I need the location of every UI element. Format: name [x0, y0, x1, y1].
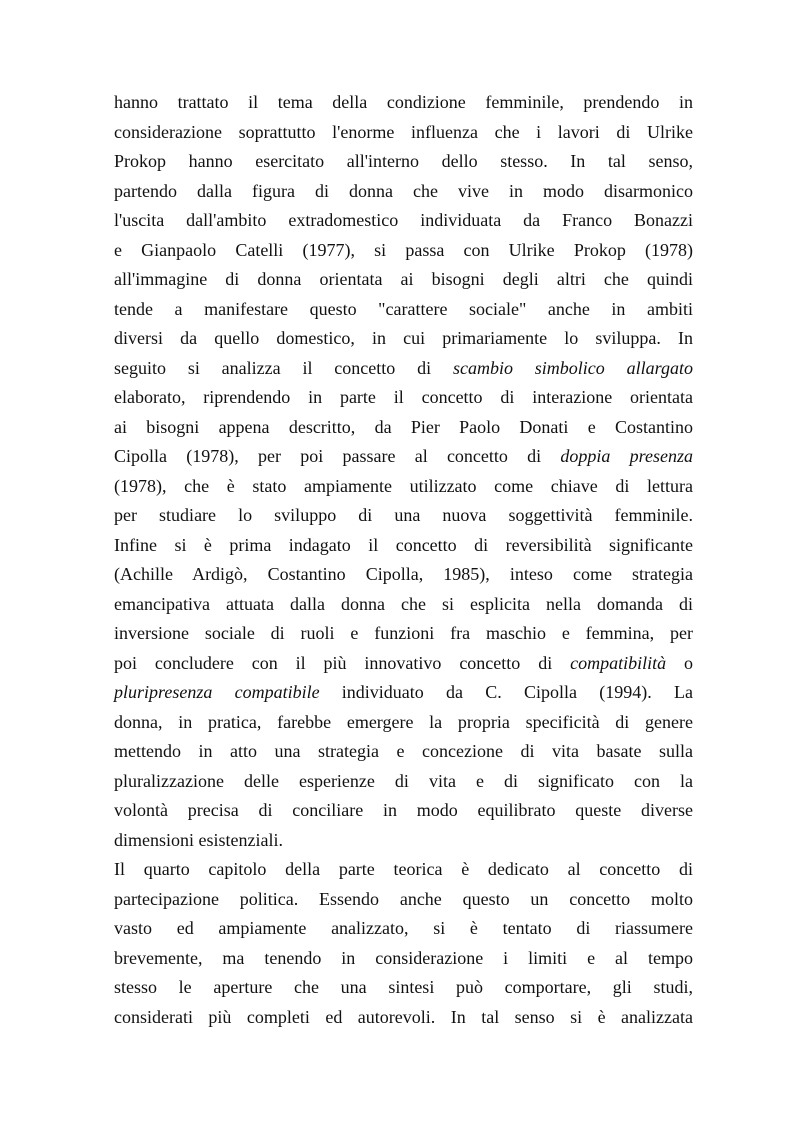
text-segment: considerati più completi ed autorevoli. In tal senso si è analizzata: [114, 1006, 693, 1027]
text-segment: considerazione soprattutto l'enorme influenza che i lavori di Ulrike: [114, 121, 693, 142]
text-line: [114, 914, 693, 944]
text-line: [114, 383, 693, 413]
document-body: [114, 88, 693, 1032]
text-line: [114, 472, 693, 502]
text-line: [114, 1003, 693, 1033]
text-line: [114, 649, 693, 679]
text-segment: elaborato, riprendendo in parte il concetto di interazione orientata: [114, 387, 693, 407]
text-segment: vasto ed ampiamente analizzato, si è tentato di riassumere: [114, 918, 693, 938]
italic-term: scambio simbolico allargato: [452, 357, 693, 378]
italic-term: doppia presenza: [560, 446, 693, 466]
text-segment: donna, in pratica, farebbe emergere la propria specificità di genere: [114, 711, 693, 732]
text-segment: l'uscita dall'ambito extradomestico individuata da Franco Bonazzi: [114, 210, 693, 230]
text-line: [114, 177, 693, 207]
text-segment: individuato da C. Cipolla (1994). La: [319, 682, 693, 702]
text-line: [114, 88, 693, 118]
text-line: [114, 590, 693, 620]
text-segment: brevemente, ma tenendo in considerazione i limiti e al tempo: [114, 947, 693, 968]
text-line: [114, 973, 693, 1003]
text-segment: diversi da quello domestico, in cui primariamente lo sviluppa. In: [114, 328, 693, 348]
text-segment: poi concludere con il più innovativo concetto di: [114, 652, 571, 673]
text-line: [114, 442, 693, 472]
text-line: [114, 944, 693, 974]
text-line: [114, 236, 693, 266]
text-segment: seguito si analizza il concetto di: [114, 357, 453, 378]
text-segment: emancipativa attuata dalla donna che si esplicita nella domanda di: [114, 593, 693, 614]
text-line: [114, 206, 693, 236]
text-line: [114, 147, 693, 177]
text-segment: ai bisogni appena descritto, da Pier Paolo Donati e Costantino: [114, 416, 693, 437]
text-line: [114, 767, 693, 797]
text-segment: Il quarto capitolo della parte teorica è dedicato al concetto di: [114, 859, 693, 879]
text-line: [114, 324, 693, 354]
text-line: [114, 118, 693, 148]
text-segment: (1978), che è stato ampiamente utilizzato come chiave di lettura: [114, 475, 693, 496]
text-segment: volontà precisa di conciliare in modo equilibrato queste diverse: [114, 800, 693, 820]
text-segment: dimensioni esistenziali.: [114, 829, 283, 850]
text-segment: e Gianpaolo Catelli (1977), si passa con Ulrike Prokop (1978): [114, 239, 693, 260]
text-segment: partendo dalla figura di donna che vive in modo disarmonico: [114, 180, 693, 201]
text-line: [114, 737, 693, 767]
text-line: [114, 826, 693, 856]
text-line: [114, 531, 693, 561]
text-segment: per studiare lo sviluppo di una nuova soggettività femminile.: [114, 505, 693, 525]
text-line: [114, 796, 693, 826]
text-line: [114, 295, 693, 325]
text-segment: mettendo in atto una strategia e concezione di vita basate sulla: [114, 741, 693, 761]
italic-term: compatibilità: [570, 652, 667, 673]
text-segment: stesso le aperture che una sintesi può comportare, gli studi,: [114, 977, 693, 997]
text-line: [114, 708, 693, 738]
text-segment: partecipazione politica. Essendo anche questo un concetto molto: [114, 888, 693, 909]
text-segment: pluralizzazione delle esperienze di vita e di significato con la: [114, 770, 693, 791]
text-segment: tende a manifestare questo "carattere sociale" anche in ambiti: [114, 298, 693, 319]
text-line: [114, 678, 693, 708]
text-line: [114, 501, 693, 531]
text-line: [114, 413, 693, 443]
text-line: [114, 619, 693, 649]
text-segment: (Achille Ardigò, Costantino Cipolla, 1985), inteso come strategia: [114, 564, 693, 584]
text-line: [114, 560, 693, 590]
text-segment: Cipolla (1978), per poi passare al concetto di: [114, 446, 561, 466]
text-line: [114, 354, 693, 384]
italic-term: pluripresenza compatibile: [114, 682, 320, 702]
text-segment: Prokop hanno esercitato all'interno dello stesso. In tal senso,: [114, 151, 693, 171]
text-line: [114, 265, 693, 295]
text-line: [114, 855, 693, 885]
text-segment: Infine si è prima indagato il concetto di reversibilità significante: [114, 534, 693, 555]
text-segment: o: [666, 652, 693, 673]
text-line: [114, 885, 693, 915]
text-segment: hanno trattato il tema della condizione femminile, prendendo in: [114, 92, 693, 112]
text-segment: all'immagine di donna orientata ai bisogni degli altri che quindi: [114, 269, 693, 289]
text-segment: inversione sociale di ruoli e funzioni fra maschio e femmina, per: [114, 623, 693, 643]
